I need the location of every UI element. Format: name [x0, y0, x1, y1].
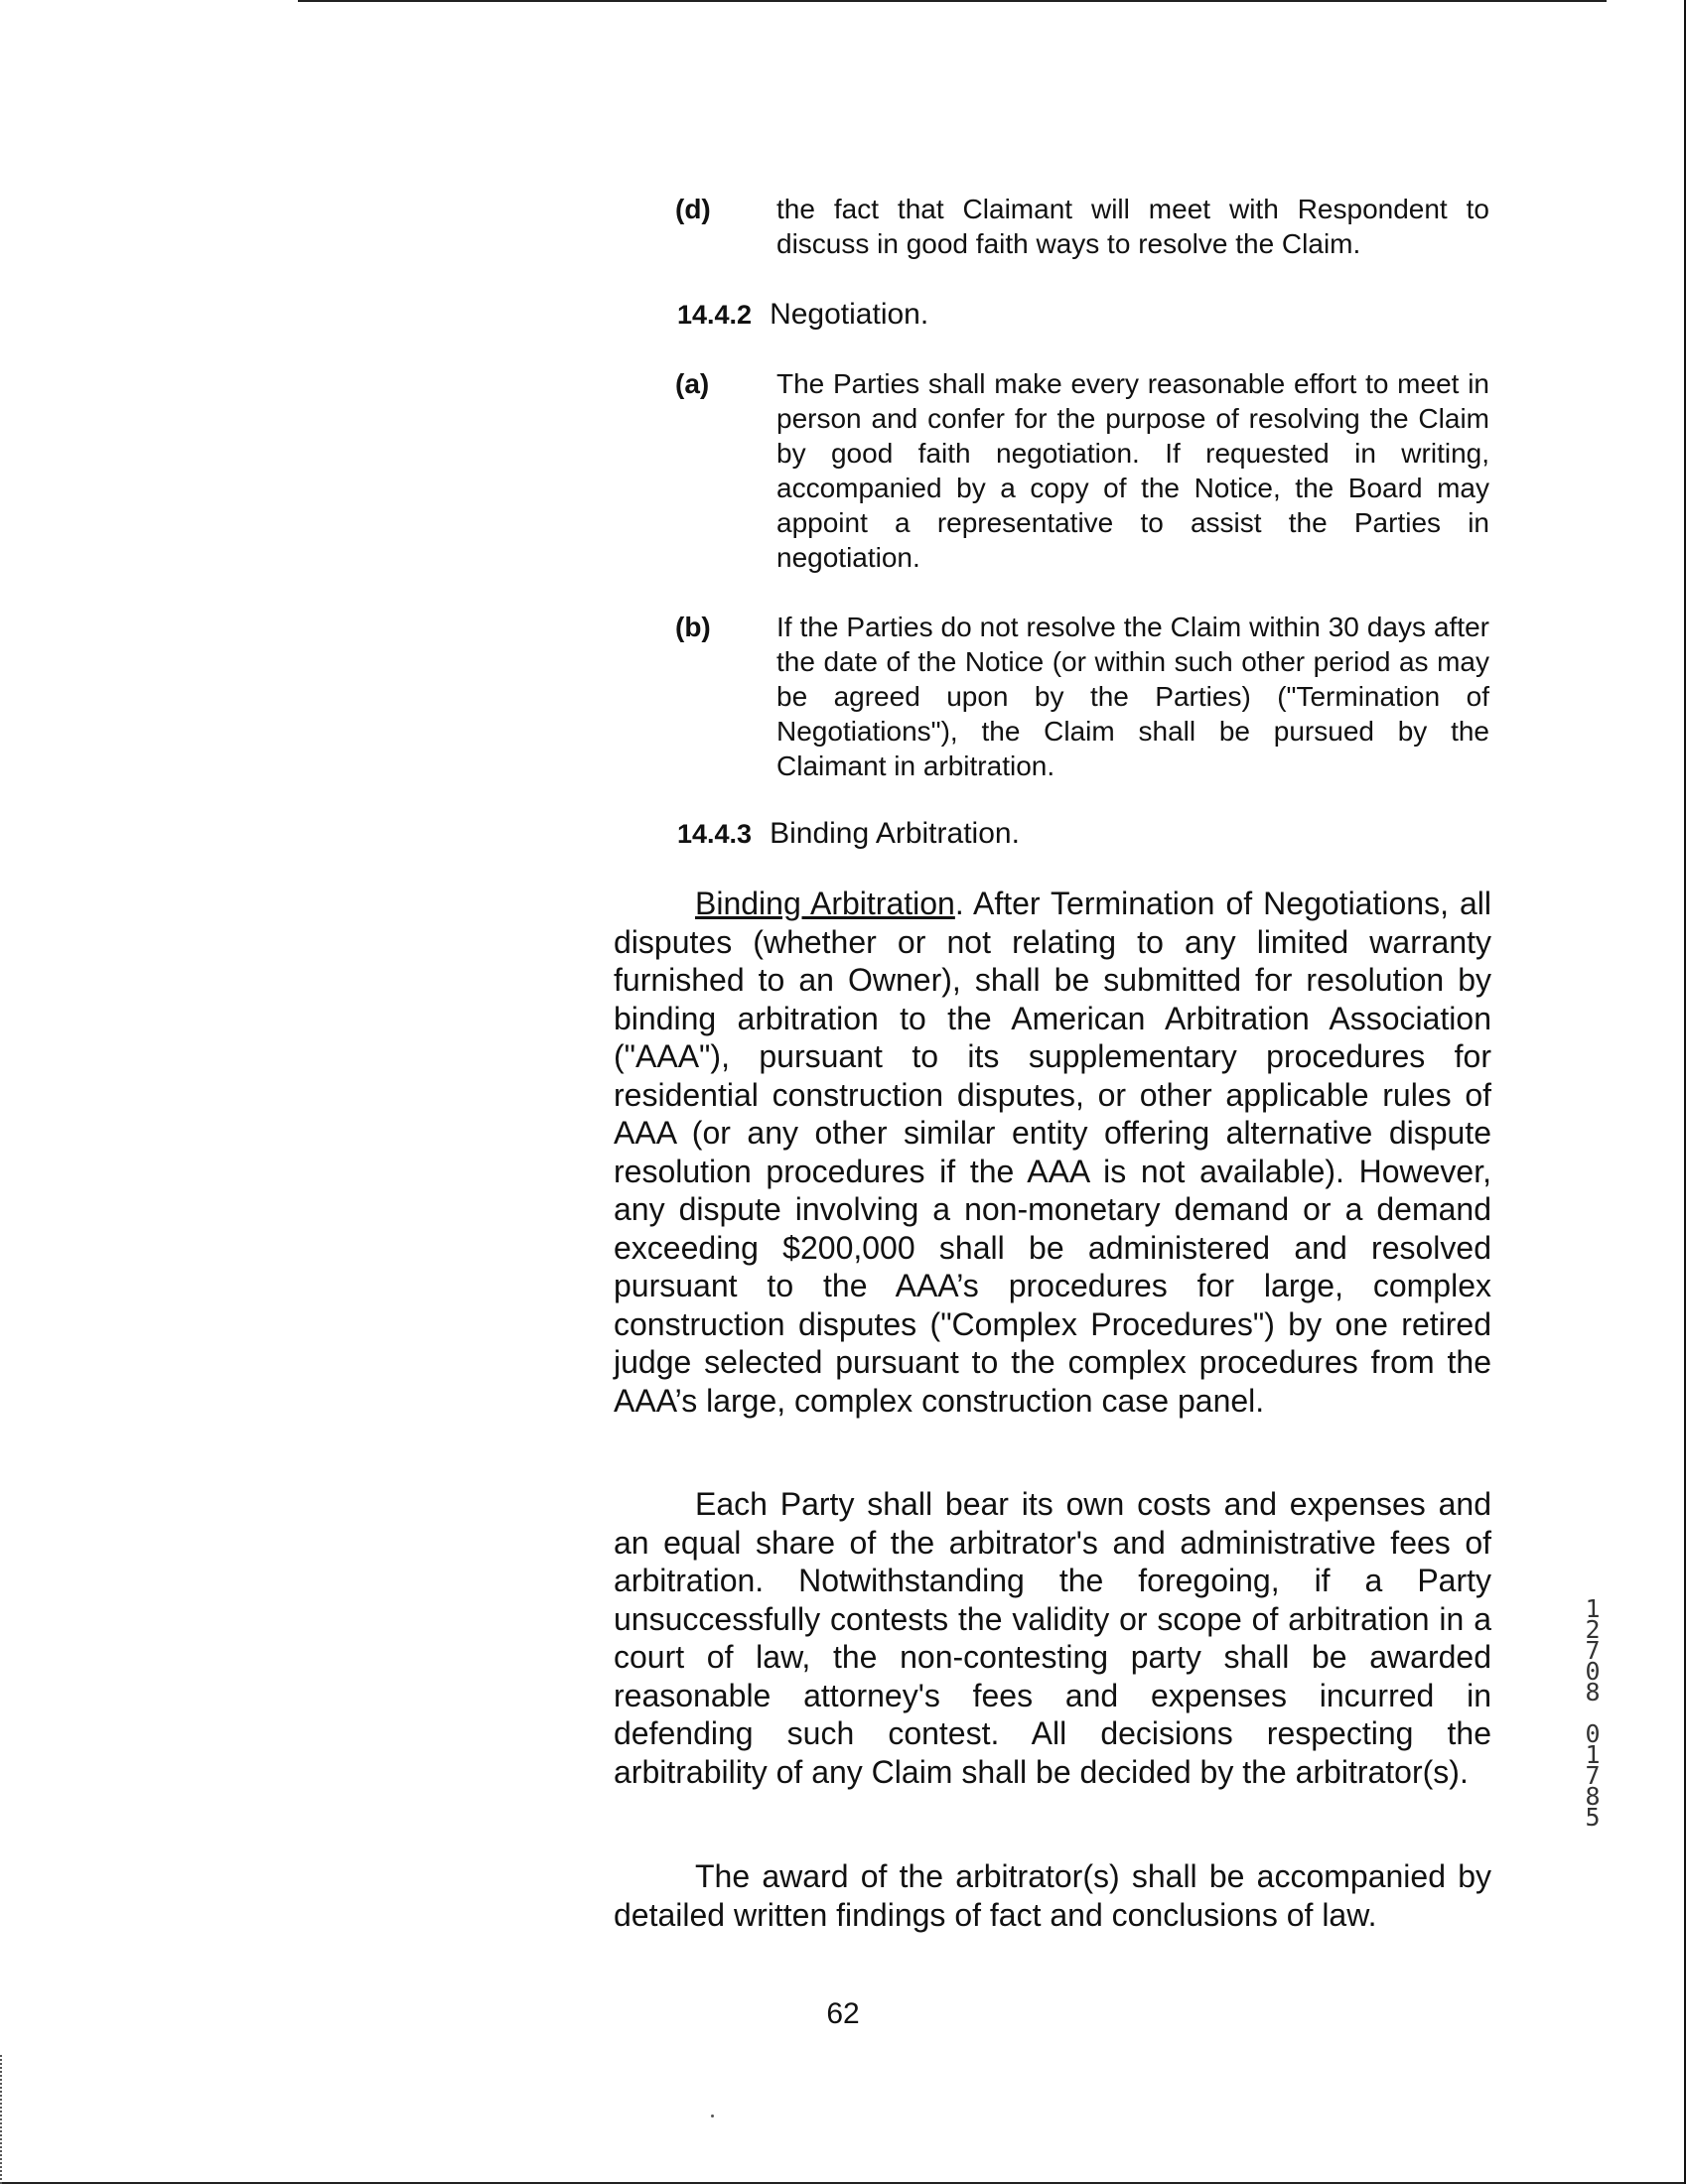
underlined-term: Binding Arbitration — [695, 886, 955, 921]
list-item-text: The Parties shall make every reasonable effort to meet in person and confer for the purpose of resolving the Claim by good faith negotiation. If requested in writing, accompanied by a copy of the Notice, the Board may appoint a representative to assist the Parties in negotiation. — [776, 368, 1489, 573]
paragraph-text: . After Termination of Negotiations, all disputes (whether or not relating to any limited warranty furnished to an Owner), shall be submitted for resolution by binding arbitration to the American Arbitration Association ("AAA"), pursuant to its supplementary procedures for residential construction disputes, or other applicable rules of AAA (or any other similar entity offering alternative dispute resolution procedures if the AAA is not available). However, any dispute involving a non-monetary demand or a demand exceeding $200,000 shall be administered and resolved pursuant to the AAA’s procedures for large, complex construction disputes ("Complex Procedures") by one retired judge selected pursuant to the complex procedures from the AAA’s large, complex construction case panel. — [614, 886, 1492, 1419]
paragraph-costs: Each Party shall bear its own costs and expenses and an equal share of the arbitrator's and administrative fees of arbitration. Notwithstanding the foregoing, if a Party unsuccessfully contests the validity or scope of arbitration in a court of law, the non-contesting party shall be awarded reasonable attorney's fees and expenses incurred in defending such contest. All decisions respecting the arbitrability of any Claim shall be decided by the arbitrator(s). — [614, 1486, 1491, 1790]
paragraph-award: The award of the arbitrator(s) shall be accompanied by detailed written findings of fact and conclusions of law. — [614, 1858, 1491, 1933]
page-edge-left — [0, 2055, 4, 2184]
list-item-text: If the Parties do not resolve the Claim within 30 days after the date of the Notice (or within such other period as may be agreed upon by the Parties) ("Termination of Negotiations"), the Claim shall be pursued by the Claimant in arbitration. — [776, 612, 1489, 781]
page-edge-top — [298, 0, 1607, 2]
recording-stamp: 1 2 7 0 8 0 1 7 8 5 — [1585, 1594, 1601, 1832]
section-title: Negotiation. — [770, 298, 929, 331]
list-item-label: (a) — [675, 368, 710, 399]
list-item-label: (b) — [675, 612, 711, 642]
list-item-text: the fact that Claimant will meet with Respondent to discuss in good faith ways to resolve the Claim. — [776, 194, 1489, 259]
section-title: Binding Arbitration. — [770, 817, 1020, 850]
paragraph-binding-arbitration — [614, 885, 1491, 1420]
section-number: 14.4.2 — [677, 300, 753, 330]
section-number: 14.4.3 — [677, 819, 753, 849]
section-heading-arbitration — [677, 816, 1020, 852]
section-heading-negotiation — [677, 297, 928, 333]
scan-speck — [711, 2115, 714, 2117]
page-number: 62 — [826, 1997, 860, 2030]
list-item-label: (d) — [675, 194, 711, 224]
